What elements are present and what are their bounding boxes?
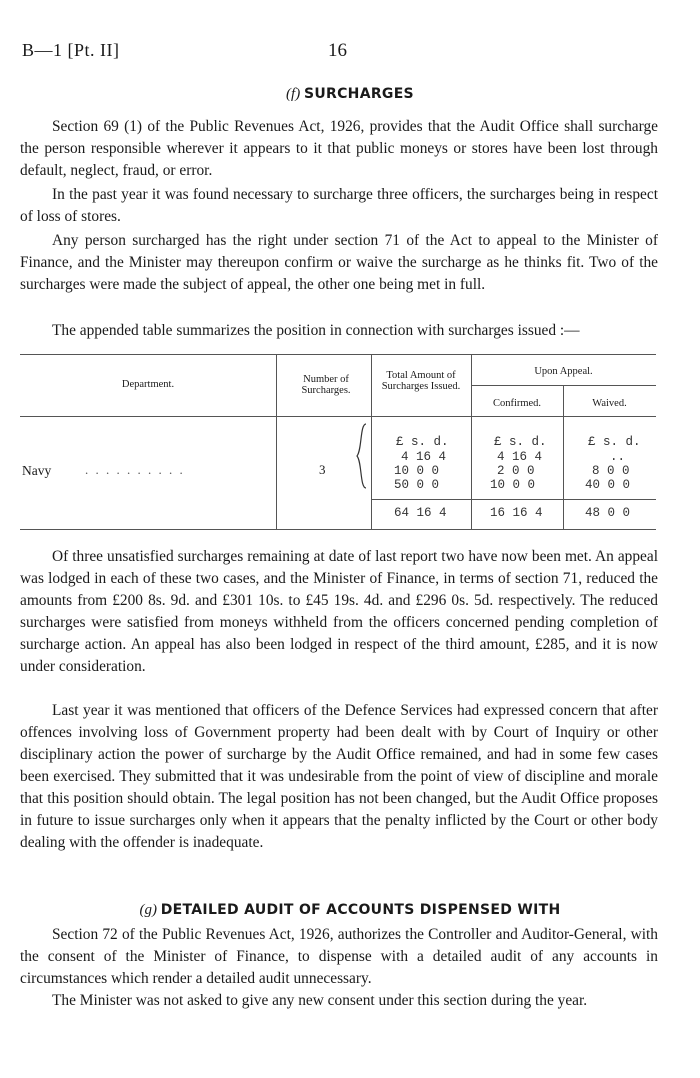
- unsatisfied-surcharges-paragraph: Of three unsatisfied surcharges remaining at date of last report two have now been met. An appeal was lodged in each of these two cases, and the Minister of Finance, in terms of section 71, reduced the amounts from £200 8s. 9d. and £301 10s. to £45 19s. 4d. and £296 0s. 5d. respectively. The reduced surcharges were satisfied from moneys withheld from the officers concerned pending completion of surcharge action. An appeal has also been lodged in respect of the third amount, £285, and it is now under consideration.: [20, 548, 658, 675]
- surcharges-paragraph-4: The appended table summarizes the position in connection with surcharges issued :—: [52, 322, 580, 339]
- table-bottom-rule: [20, 529, 656, 530]
- defence-services-paragraph: Last year it was mentioned that officers of the Defence Services had expressed concern that after offences involving loss of Government property had been dealt with by Court of Inquiry or other disciplinary action the power of surcharge by the Audit Office remained, and had in some few cases been exercised. They submitted that it was undesirable from the point of view of discipline and morale that this position should obtain. The legal position has not been changed, but the Audit Office proposes in future to issue surcharges only when it appears that the penalty inflicted by the Court or other body dealing with the offender is inadequate.: [20, 702, 658, 851]
- header-upon-appeal: Upon Appeal.: [534, 366, 593, 377]
- detailed-audit-paragraph-2: The Minister was not asked to give any new consent under this section during the year.: [52, 992, 588, 1009]
- section-g-letter: (g): [139, 902, 157, 918]
- page-number: 16: [328, 40, 347, 61]
- surcharge-count: 3: [319, 462, 326, 477]
- section-f-letter: (f): [286, 86, 301, 102]
- waived-amount-3: 40 0 0: [585, 478, 631, 492]
- surcharges-paragraph-2: In the past year it was found necessary to surcharge three officers, the surcharges being in respect of loss of stores.: [20, 186, 658, 225]
- report-reference: B—1 [Pt. II]: [22, 40, 120, 60]
- section-f-heading: [0, 86, 700, 103]
- total-units: £ s. d.: [396, 435, 449, 449]
- table-total-rule: [371, 499, 656, 500]
- header-number: Number of Surcharges.: [301, 374, 351, 396]
- surcharges-paragraph-1: Section 69 (1) of the Public Revenues Act, 1926, provides that the Audit Office shall surcharge the person responsible wherever it appears to it that public moneys or stores have been lost through default, neglect, fraud, or error.: [20, 118, 658, 179]
- table-divider-3: [471, 354, 472, 529]
- section-f-title: SURCHARGES: [303, 86, 414, 102]
- waived-amount-1: ..: [610, 450, 626, 464]
- waived-amount-2: 8 0 0: [592, 464, 630, 478]
- confirmed-sum: 16 16 4: [490, 506, 543, 520]
- table-top-rule: [20, 354, 656, 355]
- confirmed-amount-2: 2 0 0: [497, 464, 535, 478]
- waived-units: £ s. d.: [588, 435, 641, 449]
- confirmed-amount-3: 10 0 0: [490, 478, 536, 492]
- header-confirmed: Confirmed.: [492, 398, 542, 409]
- total-amount-1: 4 16 4: [401, 450, 447, 464]
- department-navy: Navy: [22, 463, 52, 478]
- waived-sum: 48 0 0: [585, 506, 631, 520]
- total-amount-2: 10 0 0: [394, 464, 440, 478]
- section-g-heading: [0, 902, 700, 919]
- header-department: Department.: [121, 379, 175, 390]
- total-amount-3: 50 0 0: [394, 478, 440, 492]
- header-total: Total Amount of Surcharges Issued.: [381, 370, 461, 392]
- leader-dots: . . . . . . . . . .: [85, 462, 185, 477]
- confirmed-units: £ s. d.: [494, 435, 547, 449]
- detailed-audit-paragraph-1: Section 72 of the Public Revenues Act, 1926, authorizes the Controller and Auditor-General, with the consent of the Minister of Finance, to dispense with a detailed audit of any accounts in circumstances which render a detailed audit unnecessary.: [20, 926, 658, 987]
- table-divider-2: [371, 354, 372, 529]
- brace-icon: [354, 420, 370, 492]
- table-header-rule: [20, 416, 656, 417]
- total-sum: 64 16 4: [394, 506, 447, 520]
- surcharges-paragraph-3: Any person surcharged has the right under section 71 of the Act to appeal to the Minister of Finance, and the Minister may thereupon confirm or waive the surcharge as he thinks fit. Two of the surcharges were made the subject of appeal, the other one being met in full.: [20, 232, 658, 293]
- table-divider-1: [276, 354, 277, 529]
- section-g-title: DETAILED AUDIT OF ACCOUNTS DISPENSED WITH: [160, 902, 561, 918]
- header-waived: Waived.: [592, 398, 627, 409]
- confirmed-amount-1: 4 16 4: [497, 450, 543, 464]
